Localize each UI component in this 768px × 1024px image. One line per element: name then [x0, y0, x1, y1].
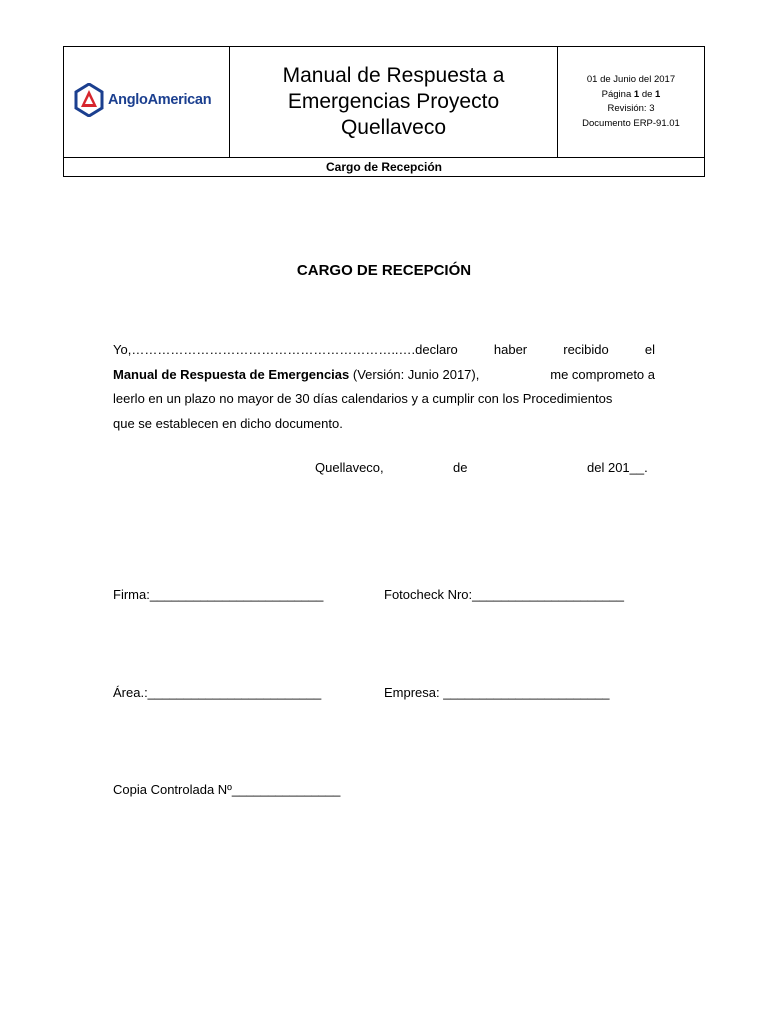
section-subtitle: Cargo de Recepción	[325, 160, 443, 174]
document-title: CARGO DE RECEPCIÓN	[296, 262, 472, 279]
date-place: Quellaveco,	[315, 460, 384, 475]
title-line-2: Emergencias Proyecto	[287, 90, 500, 113]
declaration-line-2: Manual de Respuesta de Emergencias (Versión: Junio 2017), me comprometo a	[113, 366, 655, 382]
logo-cell	[64, 47, 230, 157]
declaration-line-3: leerlo en un plazo no mayor de 30 días calendarios y a cumplir con los Procedimientos	[113, 391, 613, 406]
date-year: del 201__.	[587, 460, 648, 475]
date-de: de	[453, 460, 468, 475]
revision-number: Revisión: 3	[607, 103, 655, 114]
declaration-paragraph	[113, 338, 655, 436]
title-line-3: Quellaveco	[340, 116, 447, 139]
page-number: Página 1 de 1	[601, 88, 661, 100]
document-header-table	[63, 46, 705, 177]
company-field[interactable]: Empresa: _______________________	[384, 685, 610, 700]
logo-wordmark: AngloAmerican	[108, 92, 212, 108]
title-cell	[230, 47, 558, 157]
manual-name: Manual de Respuesta de Emergencias	[113, 366, 350, 382]
document-code: Documento ERP-91.01	[582, 117, 680, 129]
issue-date: 01 de Junio del 2017	[586, 74, 676, 85]
declaration-line-1: Yo,……………………………………………………..….declaro haber recibido el	[113, 342, 655, 357]
document-meta-cell	[558, 47, 704, 157]
fotocheck-field[interactable]: Fotocheck Nro:_____________________	[384, 587, 624, 602]
title-line-1: Manual de Respuesta a	[282, 64, 505, 87]
section-subtitle-cell	[64, 157, 704, 176]
anglo-american-emblem-icon	[74, 83, 104, 117]
signature-field[interactable]: Firma:________________________	[113, 587, 324, 602]
manual-title	[283, 63, 505, 141]
area-field[interactable]: Área.:________________________	[113, 685, 322, 700]
declaration-line-4: que se establecen en dicho documento.	[113, 415, 343, 431]
anglo-american-logo	[74, 83, 211, 117]
controlled-copy-field[interactable]: Copia Controlada Nº_______________	[113, 782, 341, 797]
